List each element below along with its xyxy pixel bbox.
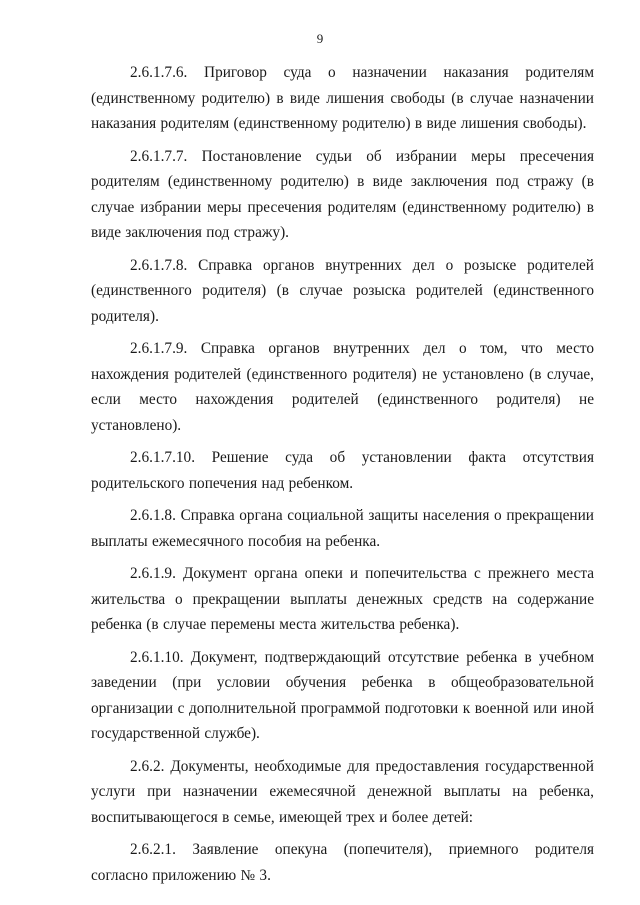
- paragraph-2-6-1-10: 2.6.1.10. Документ, подтверждающий отсутствие ребенка в учебном заведении (при условии обучения ребенка в общеобразовательной организации с дополнительной программой подготовки к военной или иной государственной службе).: [91, 648, 594, 742]
- paragraph-2-6-1-7-6: 2.6.1.7.6. Приговор суда о назначении наказания родителям (единственному родителю) в виде лишения свободы (в случае назначении наказания родителям (единственному родителю) в виде лишения свободы).: [91, 64, 594, 132]
- paragraph-2-6-1-7-10: 2.6.1.7.10. Решение суда об установлении факта отсутствия родительского попечения над ребенком.: [91, 449, 594, 492]
- paragraph-2-6-1-7-7: 2.6.1.7.7. Постановление судьи об избрании меры пресечения родителям (единственному родителю) в виде заключения под стражу (в случае избрании меры пресечения родителям (единственному родителю) в виде заключения под стражу).: [91, 147, 594, 241]
- paragraph-2-6-1-7-8: 2.6.1.7.8. Справка органов внутренних дел о розыске родителей (единственного родителя) (в случае розыска родителей (единственного родителя).: [91, 256, 594, 325]
- document-body: [91, 60, 594, 895]
- paragraph-2-6-1-9: 2.6.1.9. Документ органа опеки и попечительства с прежнего места жительства о прекращении выплаты денежных средств на содержание ребенка (в случае перемены места жительства ребенка).: [91, 565, 594, 633]
- paragraph-2-6-2: 2.6.2. Документы, необходимые для предоставления государственной услуги при назначении ежемесячной денежной выплаты на ребенка, воспитывающегося в семье, имеющей трех и более детей:: [91, 757, 594, 826]
- paragraph-2-6-2-1: 2.6.2.1. Заявление опекуна (попечителя), приемного родителя согласно приложению № 3.: [91, 841, 594, 884]
- page-number: 9: [316, 31, 324, 46]
- paragraph-2-6-1-7-9: 2.6.1.7.9. Справка органов внутренних дел о том, что место нахождения родителей (единственного родителя) не установлено (в случае, если место нахождения родителей (единственного родителя) не установлено).: [91, 340, 594, 434]
- paragraph-2-6-1-8: 2.6.1.8. Справка органа социальной защиты населения о прекращении выплаты ежемесячного пособия на ребенка.: [91, 507, 594, 550]
